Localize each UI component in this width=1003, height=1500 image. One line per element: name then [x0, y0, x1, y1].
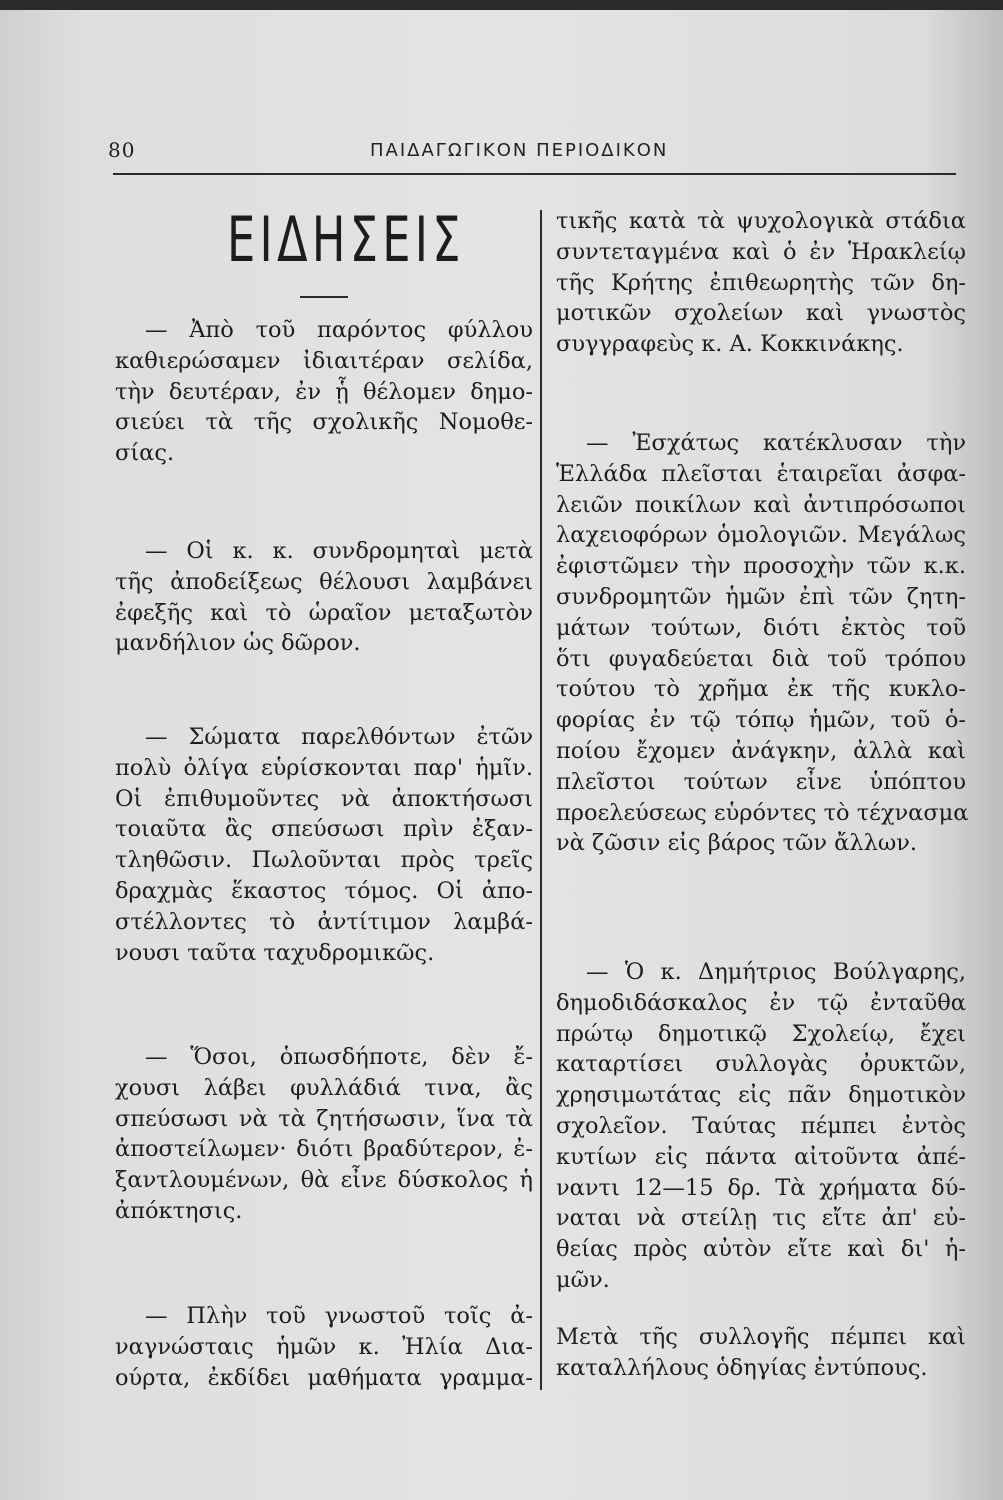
text-line: — Ὅσοι, ὁπωσδήποτε, δὲν ἔ-	[145, 1044, 533, 1070]
text-line: ποίου ἔχομεν ἀνάγκην, ἀλλὰ καὶ	[556, 737, 966, 764]
text-line: νὰ ζῶσιν εἰς βάρος τῶν ἄλλων.	[556, 830, 918, 857]
news-paragraph	[115, 1042, 533, 1227]
text-line: τὴν δευτέραν, ἐν ᾗ θέλομεν δημο-	[115, 378, 533, 405]
title-rule	[300, 296, 348, 298]
text-line: πολὺ ὀλίγα εὑρίσκονται παρ' ἡμῖν.	[115, 754, 533, 781]
news-paragraph	[115, 536, 533, 659]
text-line: χουσι λάβει φυλλάδιά τινα, ἂς	[115, 1074, 533, 1101]
news-paragraph	[556, 206, 966, 360]
news-paragraph	[115, 315, 533, 469]
running-title: ΠΑΙΔΑΓΩΓΙΚΟΝ ΠΕΡΙΟΔΙΚΟΝ	[370, 140, 669, 161]
section-title: ΕΙΔΗΣΕΙΣ	[227, 203, 465, 276]
text-line: Ἑλλάδα πλεῖσται ἑταιρεῖαι ἀσφα-	[556, 460, 966, 487]
text-line: ἀποστείλωμεν· διότι βραδύτερον, ἐ-	[115, 1136, 533, 1163]
news-paragraph	[556, 428, 969, 859]
column-divider	[540, 210, 542, 1390]
text-line: μοτικῶν σχολείων καὶ γνωστὸς	[556, 300, 966, 327]
text-line: ναντι 12—15 δρ. Τὰ χρήματα δύ-	[556, 1174, 966, 1201]
text-line: φορίας ἐν τῷ τόπῳ ἡμῶν, τοῦ ὁ-	[556, 707, 966, 734]
text-line: μάτων τούτων, διότι ἐκτὸς τοῦ	[556, 614, 966, 641]
text-line: — Ἀπὸ τοῦ παρόντος φύλλου	[145, 317, 533, 343]
text-line: — Οἱ κ. κ. συνδρομηταὶ μετὰ	[145, 538, 533, 564]
text-line: Μετὰ τῆς συλλογῆς πέμπει καὶ	[556, 1324, 966, 1350]
text-line: — Ὁ κ. Δημήτριος Βούλγαρης,	[586, 959, 966, 985]
text-line: τῆς ἀποδείξεως θέλουσι λαμβάνει	[115, 568, 533, 595]
text-line: Οἱ ἐπιθυμοῦντες νὰ ἀποκτήσωσι	[115, 785, 533, 812]
text-line: ναγνώσταις ἡμῶν κ. Ἠλία Δια-	[115, 1333, 533, 1360]
text-line: σπεύσωσι νὰ τὰ ζητήσωσιν, ἵνα τὰ	[115, 1105, 533, 1132]
text-line: σχολεῖον. Ταύτας πέμπει ἐντὸς	[556, 1112, 966, 1139]
scan-border	[0, 0, 1003, 10]
text-line: κυτίων εἰς πάντα αἰτοῦντα ἀπέ-	[556, 1143, 966, 1170]
text-line: ὅτι φυγαδεύεται διὰ τοῦ τρόπου	[556, 645, 966, 672]
text-line: τικῆς κατὰ τὰ ψυχολογικὰ στάδια	[556, 208, 966, 234]
text-line: ούρτα, ἐκδίδει μαθήματα γραμμα-	[115, 1364, 533, 1391]
text-line: σίας.	[115, 440, 175, 467]
text-line: λειῶν ποικίλων καὶ ἀντιπρόσωποι	[556, 491, 966, 518]
news-paragraph	[556, 957, 966, 1296]
text-line: ἀπόκτησις.	[115, 1197, 243, 1224]
text-line: — Πλὴν τοῦ γνωστοῦ τοῖς ἀ-	[145, 1303, 533, 1329]
header-rule	[113, 173, 956, 175]
text-line: συντεταγμένα καὶ ὁ ἐν Ἡρακλείῳ	[556, 238, 966, 265]
text-line: προελεύσεως εὑρόντες τὸ τέχνασμα	[556, 799, 969, 826]
text-line: τοιαῦτα ἂς σπεύσωσι πρὶν ἐξαν-	[115, 816, 533, 843]
text-line: τληθῶσιν. Πωλοῦνται πρὸς τρεῖς	[115, 847, 533, 874]
page-number: 80	[108, 138, 136, 162]
text-line: νουσι ταῦτα ταχυδρομικῶς.	[115, 939, 435, 966]
text-line: πρώτῳ δημοτικῷ Σχολείῳ, ἔχει	[556, 1020, 966, 1047]
text-line: δημοδιδάσκαλος ἐν τῷ ἐνταῦθα	[556, 989, 966, 1016]
text-line: ναται νὰ στείλῃ τις εἴτε ἀπ' εὐ-	[556, 1205, 966, 1232]
text-line: καταλλήλους ὁδηγίας ἐντύπους.	[556, 1354, 928, 1381]
text-line: πλεῖστοι τούτων εἶνε ὑπόπτου	[556, 768, 966, 795]
text-line: ἐφιστῶμεν τὴν προσοχὴν τῶν κ.κ.	[556, 553, 966, 580]
text-line: συνδρομητῶν ἡμῶν ἐπὶ τῶν ζητη-	[556, 583, 966, 610]
text-line: μῶν.	[556, 1266, 610, 1293]
news-paragraph	[556, 1322, 966, 1384]
text-line: λαχειοφόρων ὁμολογιῶν. Μεγάλως	[556, 522, 966, 549]
text-line: δραχμὰς ἕκαστος τόμος. Οἱ ἀπο-	[115, 877, 533, 904]
text-line: συγγραφεὺς κ. Α. Κοκκινάκης.	[556, 331, 904, 358]
text-line: στέλλοντες τὸ ἀντίτιμον λαμβά-	[115, 908, 533, 935]
text-line: — Ἐσχάτως κατέκλυσαν τὴν	[586, 430, 966, 456]
text-line: θείας πρὸς αὐτὸν εἴτε καὶ δι' ἡ-	[556, 1236, 966, 1263]
text-line: χρησιμωτάτας εἰς πᾶν δημοτικὸν	[556, 1082, 966, 1109]
text-line: τῆς Κρήτης ἐπιθεωρητὴς τῶν δη-	[556, 269, 966, 296]
text-line: ξαντλουμένων, θὰ εἶνε δύσκολος ἡ	[115, 1167, 533, 1194]
text-line: ἐφεξῆς καὶ τὸ ὡραῖον μεταξωτὸν	[115, 599, 533, 626]
text-line: καθιερώσαμεν ἰδιαιτέραν σελίδα,	[115, 347, 533, 374]
text-line: σιεύει τὰ τῆς σχολικῆς Νομοθε-	[115, 409, 533, 436]
news-paragraph	[115, 722, 533, 968]
text-line: — Σώματα παρελθόντων ἐτῶν	[145, 724, 533, 750]
news-paragraph	[115, 1301, 533, 1393]
text-line: τούτου τὸ χρῆμα ἐκ τῆς κυκλο-	[556, 676, 966, 703]
text-line: μανδήλιον ὡς δῶρον.	[115, 630, 361, 657]
text-line: καταρτίσει συλλογὰς ὀρυκτῶν,	[556, 1051, 966, 1078]
